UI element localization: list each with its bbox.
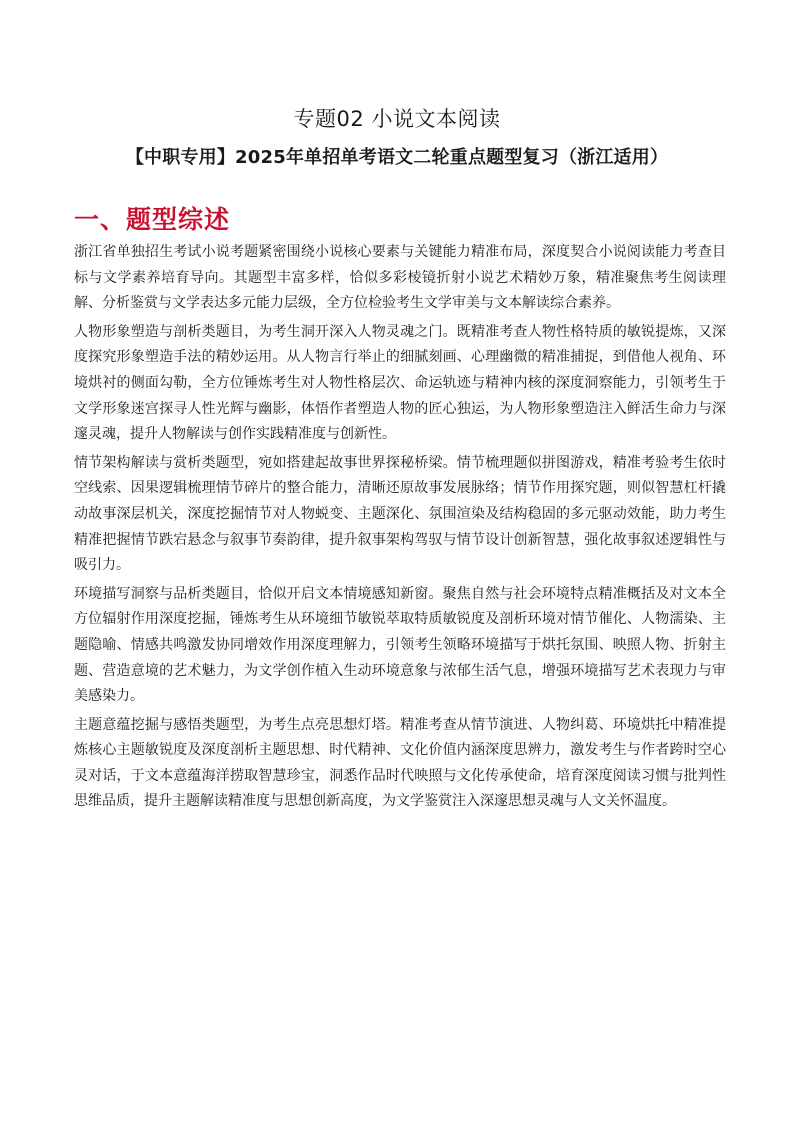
document-body <box>74 240 726 818</box>
paragraph-overview: 浙江省单独招生考试小说考题紧密围绕小说核心要素与关键能力精准布局，深度契合小说阅读能力考查目标与文学素养培育导向。其题型丰富多样，恰似多彩棱镜折射小说艺术精妙万象，精准聚焦考生阅读理解、分析鉴赏与文学表达多元能力层级，全方位检验考生文学审美与文本解读综合素养。 <box>74 244 726 312</box>
page-title: 专题02 小说文本阅读 <box>293 107 501 131</box>
section-heading: 一、题型综述 <box>74 205 231 234</box>
paragraph-plot: 情节架构解读与赏析类题型，宛如搭建起故事世界探秘桥梁。情节梳理题似拼图游戏，精准考验考生依时空线索、因果逻辑梳理情节碎片的整合能力，清晰还原故事发展脉络；情节作用探究题，则似智慧杠杆撬动故事深层机关，深度挖掘情节对人物蜕变、主题深化、氛围渲染及结构稳固的多元驱动效能，助力考生精准把握情节跌宕悬念与叙事节奏韵律，提升叙事架构驾驭与情节设计创新智慧，强化故事叙述逻辑性与吸引力。 <box>74 454 726 574</box>
page-subtitle: 【中职专用】2025年单招单考语文二轮重点题型复习（浙江适用） <box>125 147 669 168</box>
paragraph-theme: 主题意蕴挖掘与感悟类题型，为考生点亮思想灯塔。精准考查从情节演进、人物纠葛、环境烘托中精准提炼核心主题敏锐度及深度剖析主题思想、时代精神、文化价值内涵深度思辨力，激发考生与作者跨时空心灵对话，于文本意蕴海洋捞取智慧珍宝，洞悉作品时代映照与文化传承使命，培育深度阅读习惯与批判性思维品质，提升主题解读精准度与思想创新高度，为文学鉴赏注入深邃思想灵魂与人文关怀温度。 <box>74 716 726 810</box>
paragraph-environment: 环境描写洞察与品析类题目，恰似开启文本情境感知新窗。聚焦自然与社会环境特点精准概括及对文本全方位辐射作用深度挖掘，锤炼考生从环境细节敏锐萃取特质敏锐度及剖析环境对情节催化、人物濡染、主题隐喻、情感共鸣激发协同增效作用深度理解力，引领考生领略环境描写于烘托氛围、映照人物、折射主题、营造意境的艺术魅力，为文学创作植入生动环境意象与浓郁生活气息，增强环境描写艺术表现力与审美感染力。 <box>74 585 726 705</box>
paragraph-character: 人物形象塑造与剖析类题目，为考生洞开深入人物灵魂之门。既精准考查人物性格特质的敏锐提炼，又深度探究形象塑造手法的精妙运用。从人物言行举止的细腻刻画、心理幽微的精准捕捉，到借他人视角、环境烘衬的侧面勾勒，全方位锤炼考生对人物性格层次、命运轨迹与精神内核的深度洞察能力，引领考生于文学形象迷宫探寻人性光辉与幽影，体悟作者塑造人物的匠心独运，为人物形象塑造注入鲜活生命力与深邃灵魂，提升人物解读与创作实践精准度与创新性。 <box>74 323 726 443</box>
